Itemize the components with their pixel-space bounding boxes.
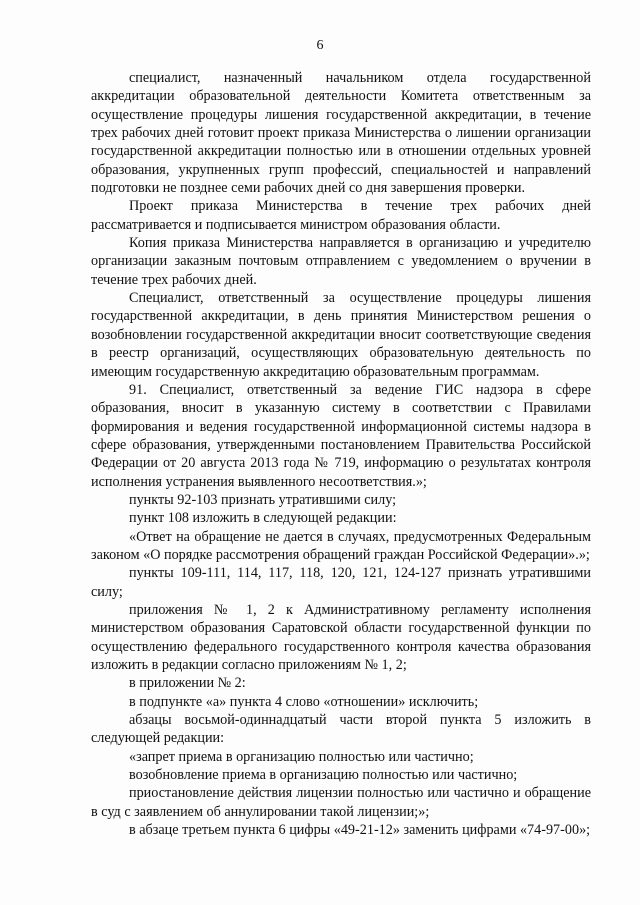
paragraph: возобновление приема в организацию полностью или частично; <box>129 767 518 784</box>
paragraph: в приложении № 2: <box>129 675 246 692</box>
paragraph: приостановление действия лицензии полностью или частично и обращение в суд с заявлением об аннулировании такой лицензии;»; <box>91 785 591 820</box>
paragraph: «Ответ на обращение не дается в случаях, предусмотренных Федеральным законом «О порядке рассмотрения обращений граждан Российской Федерации».»; <box>91 528 591 563</box>
paragraph: Проект приказа Министерства в течение трех рабочих дней рассматривается и подписывается министром образования области. <box>91 198 591 233</box>
document-body <box>91 69 591 839</box>
paragraph: «запрет приема в организацию полностью или частично; <box>129 748 474 765</box>
paragraph: в абзаце третьем пункта 6 цифры «49-21-12» заменить цифрами «74-97-00»; <box>129 822 591 839</box>
paragraph: пункты 92-103 признать утратившими силу; <box>129 491 397 508</box>
paragraph: Копия приказа Министерства направляется в организацию и учредителю организации заказным почтовым отправлением с уведомлением о вручении в течение трех рабочих дней. <box>91 235 591 288</box>
paragraph: 91. Специалист, ответственный за ведение ГИС надзора в сфере образования, вносит в указанную систему в соответствии с Правилами формирования и ведения государственной информационной системы надзора в сфере образования, утвержденными постановлением Правительства Российской Федерации от 20 августа 2013 года № 719, информацию о результатах контроля исполнения устранения выявленного несоответствия.»; <box>91 381 591 490</box>
page-number: 6 <box>316 38 324 53</box>
paragraph: пункт 108 изложить в следующей редакции: <box>129 510 397 527</box>
paragraph: пункты 109-111, 114, 117, 118, 120, 121, 124-127 признать утратившими силу; <box>91 565 591 600</box>
paragraph: в подпункте «а» пункта 4 слово «отношении» исключить; <box>129 693 479 710</box>
paragraph: абзацы восьмой-одиннадцатый части второй пункта 5 изложить в следующей редакции: <box>91 712 591 747</box>
paragraph: приложения № 1, 2 к Административному регламенту исполнения министерством образования Саратовской области государственной функции по осуществлению федерального государственного контроля качества образования изложить в редакции согласно приложениям № 1, 2; <box>91 601 591 673</box>
paragraph: Специалист, ответственный за осуществление процедуры лишения государственной аккредитации, в день принятия Министерством решения о возобновлении государственной аккредитации вносит соответствующие сведения в реестр организаций, осуществляющих образовательную деятельность по имеющим государственную аккредитацию образовательным программам. <box>91 290 591 380</box>
paragraph: специалист, назначенный начальником отдела государственной аккредитации образовательной деятельности Комитета ответственным за осуществление процедуры лишения государственной аккредитации, в течение трех рабочих дней готовит проект приказа Министерства о лишении организации государственной аккредитации полностью или в отношении отдельных уровней образования, укрупненных групп профессий, специальностей и направлений подготовки не позднее семи рабочих дней со дня завершения проверки. <box>91 70 591 197</box>
